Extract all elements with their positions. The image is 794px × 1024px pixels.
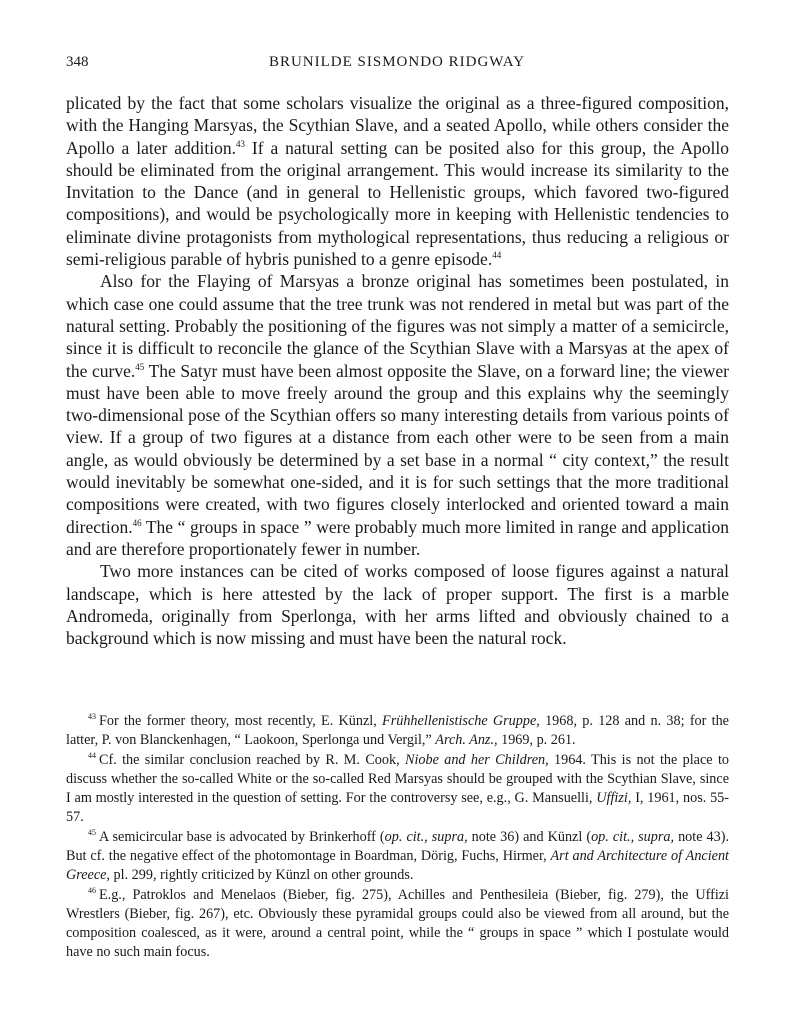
footnote-title: Uffizi, [596,790,632,806]
footnote-text: note 43). But cf. the negative effect of the photomontage in Boardman, Dörig, Fuchs, Hirmer, [66,829,729,864]
footnote-ref-46: 46 [132,517,142,528]
footnote-ref-45: 45 [135,361,145,372]
footnote-text: 1968, p. 128 and n. 38; for the latter, P. von Blanckenhagen, “ Laokoon, Sperlonga und Vergil,” [66,713,729,748]
footnote-ref-44: 44 [492,250,502,261]
footnote-number: 43 [88,712,96,721]
footnote-title: Art and Architecture of Ancient Greece, [66,848,729,883]
footnote-43 [66,712,729,750]
paragraph-2 [66,270,729,560]
footnote-number: 46 [88,886,96,895]
footnote-title: op. cit., supra, [384,829,468,845]
footnote-text: 1969, p. 261. [497,732,576,748]
page-header [66,54,728,76]
footnote-46 [66,886,729,962]
footnote-number: 44 [88,751,96,760]
page-number: 348 [66,54,89,70]
body-text [66,92,729,649]
footnote-text: 1964. This is not the place to discuss whether the so-called White or the so-called Red Marsyas should be grouped with the Scythian Slave, since I am mostly interested in the question of setting. For the controversy see, e.g., G. Mansuelli, [66,752,729,806]
paragraph-1-text-a: plicated by the fact that some scholars visualize the original as a three-figured composition, with the Hanging Marsyas, the Scythian Slave, and a seated Apollo, while others consider the Apollo a later addition. [66,93,729,158]
footnote-title: Frühhellenistische Gruppe, [382,713,540,729]
footnote-text: I, 1961, nos. 55-57. [66,790,729,825]
footnote-text: A semicircular base is advocated by Brinkerhoff ( [99,829,385,845]
paragraph-2-text-c: The “ groups in space ” were probably much more limited in range and application and are therefore proportionately fewer in number. [66,516,729,559]
footnote-text: pl. 299, rightly criticized by Künzl on other grounds. [109,867,414,883]
paragraph-1-text-b: If a natural setting can be posited also for this group, the Apollo should be eliminated from the original arrangement. This would increase its similarity to the Invitation to the Dance (and in general to Hellenistic groups, which favored two-figured compositions), and would be psychologically more in keeping with Hellenistic tendencies to eliminate divine protagonists from mythological representations, thus reducing a religious or semi-religious parable of hybris punished to a genre episode. [66,137,729,270]
footnote-44 [66,751,729,827]
footnote-text: E.g., Patroklos and Menelaos (Bieber, fig. 275), Achilles and Penthesileia (Bieber, fig. 279), the Uffizi Wrestlers (Bieber, fig. 267), etc. Obviously these pyramidal groups could also be viewed from all around, but the composition coalesced, as it were, around a central point, while the “ groups in space ” which I postulate would have no such main focus. [66,887,729,960]
footnote-45 [66,828,729,885]
paragraph-2-text-a: Also for the Flaying of Marsyas a bronze original has sometimes been postulated, in which case one could assume that the tree trunk was not rendered in metal but was part of the natural setting. Probably the positioning of the figures was not simply a matter of a semicircle, since it is difficult to reconcile the glance of the Scythian Slave with a Marsyas at the apex of the curve. [66,271,729,381]
footnote-title: Arch. Anz., [435,732,498,748]
footnote-text: For the former theory, most recently, E. Künzl, [99,713,383,729]
footnote-text: note 36) and Künzl ( [467,829,592,845]
footnote-number: 45 [88,828,96,837]
paragraph-2-text-b: The Satyr must have been almost opposite the Slave, on a forward line; the viewer must have been able to move freely around the group and this explains why the seemingly two-dimensional pose of the Scythian offers so many interesting details from various points of view. If a group of two figures at a distance from each other were to be seen from a main angle, as would obviously be determined by a set base in a normal “ city context,” the result would inevitably be somewhat one-sided, and it is for such settings that the more traditional compositions were created, with two figures closely interlocked and oriented toward a main direction. [66,360,729,537]
paragraph-3: Two more instances can be cited of works composed of loose figures against a natural landscape, which is here attested by the lack of proper support. The first is a marble Andromeda, originally from Sperlonga, with her arms lifted and obviously chained to a background which is now missing and must have been the natural rock. [66,561,729,649]
footnote-ref-43: 43 [235,138,245,149]
footnotes [66,712,729,963]
footnote-text: Cf. the similar conclusion reached by R. M. Cook, [99,752,405,768]
paragraph-1 [66,92,729,270]
footnote-title: Niobe and her Children, [404,752,549,768]
running-head: BRUNILDE SISMONDO RIDGWAY [268,54,526,70]
footnote-title: op. cit., supra, [591,829,675,845]
